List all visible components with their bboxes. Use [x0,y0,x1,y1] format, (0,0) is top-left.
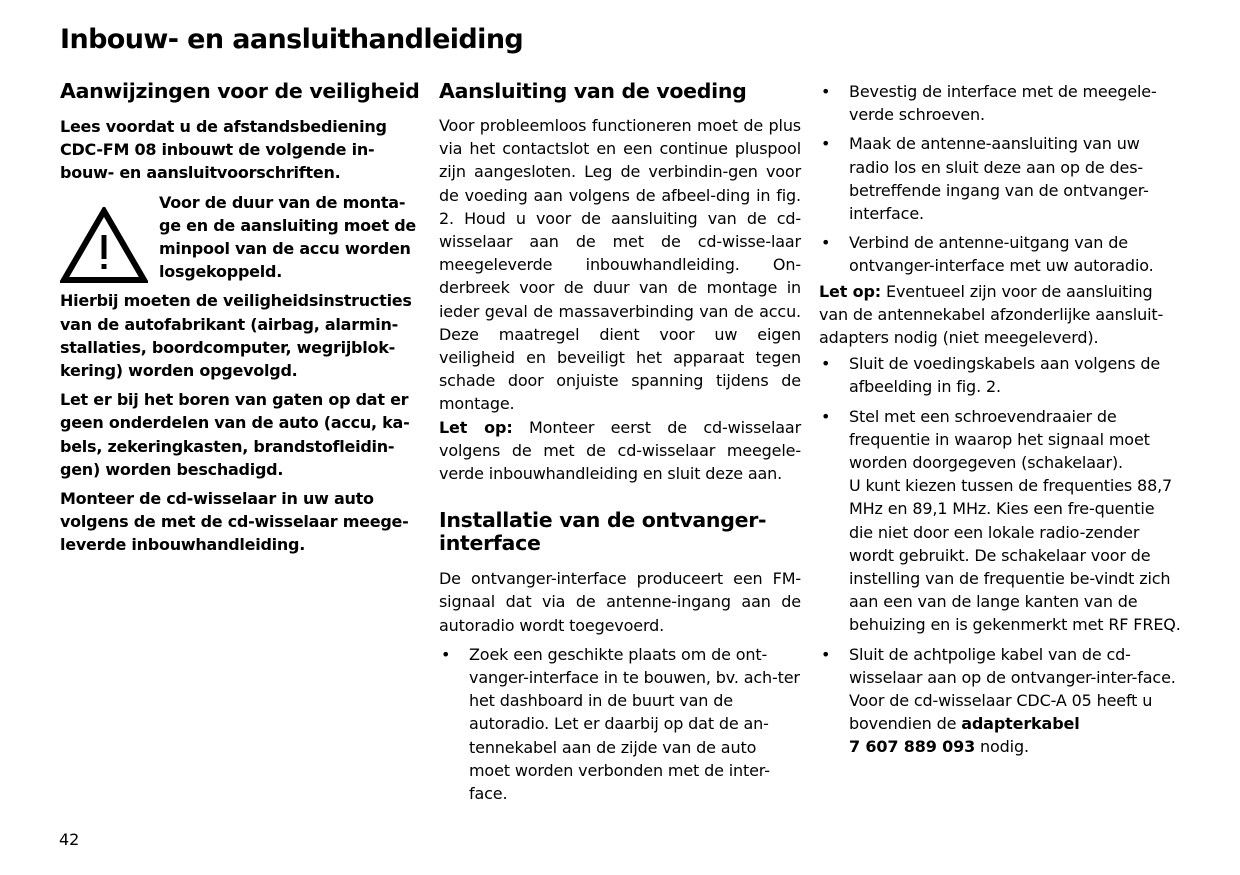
install-heading: Installatie van de ontvanger-interface [439,508,767,556]
note-label: Let op: [439,417,513,437]
adapter-cable-number: 7 607 889 093 [849,737,976,757]
list-item: • Zoek een geschikte plaats om de ont-vanger-interface in te bouwen, bv. ach-ter het dashboard in de buurt van de autoradio. Let er daarbij op dat de an-tennekabel aan de zijde van de auto moet worden verbonden met de inter-face. [439,643,801,805]
note-text: Monteer eerst de cd-wisselaar volgens de met de cd-wisselaar meegele-verde inbouwhandleiding en sluit deze aan. [439,417,802,484]
list-item: • Sluit de voedingskabels aan volgens de afbeelding in fig. 2. [819,352,1181,398]
safety-para-1: Hierbij moeten de veiligheidsinstructies van de autofabrikant (airbag, alarmin-stallaties, boordcomputer, wegrijblok-kering) worden opgevolgd. [60,291,412,381]
list-item-text: U kunt kiezen tussen de frequenties 88,7 MHz en 89,1 MHz. Kies een fre-quentie die niet door een lokale radio-zender wordt gebruikt. De schakelaar voor de instelling van de frequentie be-vindt zich aan een van de lange kanten van de behuizing en is gekenmerkt met RF FREQ. [849,476,1181,635]
safety-heading: Aanwijzingen voor de veiligheid [60,79,420,103]
list-item: • Maak de antenne-aansluiting van uw radio los en sluit deze aan op de des-betreffende ingang van de ontvanger-interface. [819,132,1181,225]
list-item-text: Stel met een schroevendraaier de frequentie in waarop het signaal moet worden doorgegeven (schakelaar). [849,406,1150,473]
power-para: Voor probleemloos functioneren moet de plus via het contactslot en een continue pluspool zijn aangesloten. Leg de verbindin-gen voor de voeding aan volgens de afbeel-ding in fig. 2. Houd u voor de aansluiting van de cd-wisselaar aan de met de cd-wisse-laar meegeleverde inbouwhandleiding. On-derbreek voor de duur van de montage in ieder geval de massaverbinding van de accu. Deze maatregel dient voor uw eigen veiligheid en beveiligt het apparaat tegen schade door onjuiste spanning tijdens de montage. [439,116,801,414]
safety-para-3: Monteer de cd-wisselaar in uw auto volgens de met de cd-wisselaar meege-leverde inbouwhandleiding. [60,489,409,555]
note-text: Eventueel zijn voor de aansluiting van de antennekabel afzonderlijke aansluit-adapters nodig (niet meegeleverd). [819,281,1164,348]
safety-intro: Lees voordat u de afstandsbediening CDC-FM 08 inbouwt de volgende in-bouw- en aansluitvoorschriften. [60,117,387,183]
safety-column [60,80,422,563]
steps-list-2 [819,352,1181,758]
note-label: Let op: [819,281,882,301]
list-item-text: Sluit de achtpolige kabel van de cd-wisselaar aan op de ontvanger-inter-face. Voor de cd-wisselaar CDC-A 05 heeft u bovendien de [849,644,1176,734]
list-item-text: nodig. [975,737,1029,757]
power-note [439,416,801,486]
safety-para-2: Let er bij het boren van gaten op dat er geen onderdelen van de auto (accu, ka-bels, zekeringkasten, brandstofleidin-gen) worden beschadigd. [60,390,410,479]
adapter-cable-label: adapterkabel [961,714,1080,734]
warning-triangle-icon [60,207,148,285]
list-item: • Bevestig de interface met de meegele-verde schroeven. [819,80,1181,126]
install-steps-column [819,80,1181,765]
power-heading: Aansluiting van de voeding [439,79,747,103]
antenna-note [819,280,1181,350]
steps-list-1 [819,80,1181,278]
install-list [439,643,801,805]
list-item: • Verbind de antenne-uitgang van de ontvanger-interface met uw autoradio. [819,231,1181,277]
list-item [819,643,1181,759]
power-column [439,80,801,811]
warning-block [60,191,422,284]
page-title: Inbouw- en aansluithandleiding [60,24,524,55]
list-item [819,405,1181,637]
page-number: 42 [59,830,80,849]
warning-text: Voor de duur van de monta-ge en de aansluiting moet de minpool van de accu worden losgekoppeld. [159,192,417,282]
install-para: De ontvanger-interface produceert een FM-signaal dat via de antenne-ingang aan de autoradio wordt toegevoerd. [439,569,801,635]
